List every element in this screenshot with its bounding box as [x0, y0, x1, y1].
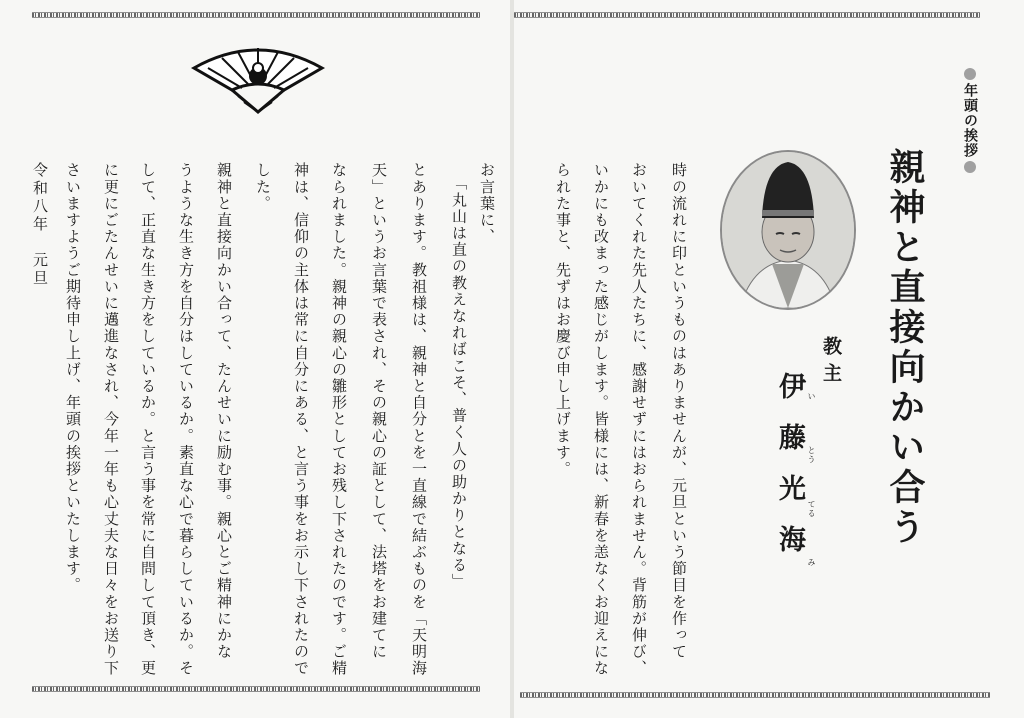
- priest-portrait-image: [722, 152, 854, 308]
- left-page: [0, 0, 510, 718]
- body-column: とあります。教祖様は、親神と自分とを一直線で結ぶものを「天明海: [410, 162, 428, 677]
- section-label: [960, 68, 980, 173]
- body-column: した。: [254, 162, 272, 212]
- bottom-ornamental-rule: [520, 692, 990, 698]
- body-column: 時の流れに印というものはありませんが、元旦という節目を作って: [670, 162, 688, 660]
- body-column: 天」というお言葉で表され、その親心の証として、法塔をお建てに: [370, 162, 388, 660]
- article-title: 親神と直接向かい合う: [884, 148, 926, 548]
- bullet-dot-icon: [964, 68, 976, 80]
- author-role: 教主: [820, 336, 842, 390]
- body-column: お言葉に、: [478, 162, 496, 245]
- bullet-dot-icon: [964, 161, 976, 173]
- body-column: うような生き方を自分はしているか。素直な心で暮らしているか。そ: [177, 162, 195, 677]
- body-column: 「丸山は直の教えなればこそ、普く人の助かりとなる」: [450, 175, 468, 590]
- date-line: 令和八年 元旦: [31, 162, 49, 288]
- author-name: 伊藤光海: [774, 372, 805, 576]
- name-furigana: てる: [807, 500, 816, 518]
- body-column: られた事と、先ずはお慶び申し上げます。: [554, 162, 572, 478]
- name-furigana: とう: [807, 446, 816, 464]
- body-column: 神は、信仰の主体は常に自分にある、と言う事をお示し下されたので: [292, 162, 310, 677]
- body-column: さいますようご期待申し上げ、年頭の挨拶といたします。: [64, 162, 82, 594]
- bottom-ornamental-rule: [32, 686, 480, 692]
- body-column: 親神と直接向かい合って、たんせいに励む事。親心とご精神にかな: [215, 162, 233, 660]
- body-column: に更にごたんせいに邁進なされ、今年一年も心丈夫な日々をお送り下: [102, 162, 120, 677]
- body-column: なられました。親神の親心の雛形としてお残し下されたのです。ご精: [330, 162, 348, 677]
- top-ornamental-rule: [514, 12, 980, 18]
- name-furigana: い: [807, 392, 816, 401]
- top-ornamental-rule: [32, 12, 480, 18]
- body-column: して、正直な生き方をしているか。と言う事を常に自問して頂き、更: [139, 162, 157, 677]
- name-furigana: み: [807, 558, 816, 567]
- folding-fan-emblem-icon: [188, 38, 328, 114]
- author-portrait: [720, 150, 856, 310]
- body-column: いかにも改まった感じがします。皆様には、新春を恙なくお迎えにな: [592, 162, 610, 677]
- body-column: おいてくれた先人たちに、感謝せずにはおられません。背筋が伸び、: [630, 162, 648, 677]
- section-label-text: 年頭の挨拶: [962, 83, 978, 158]
